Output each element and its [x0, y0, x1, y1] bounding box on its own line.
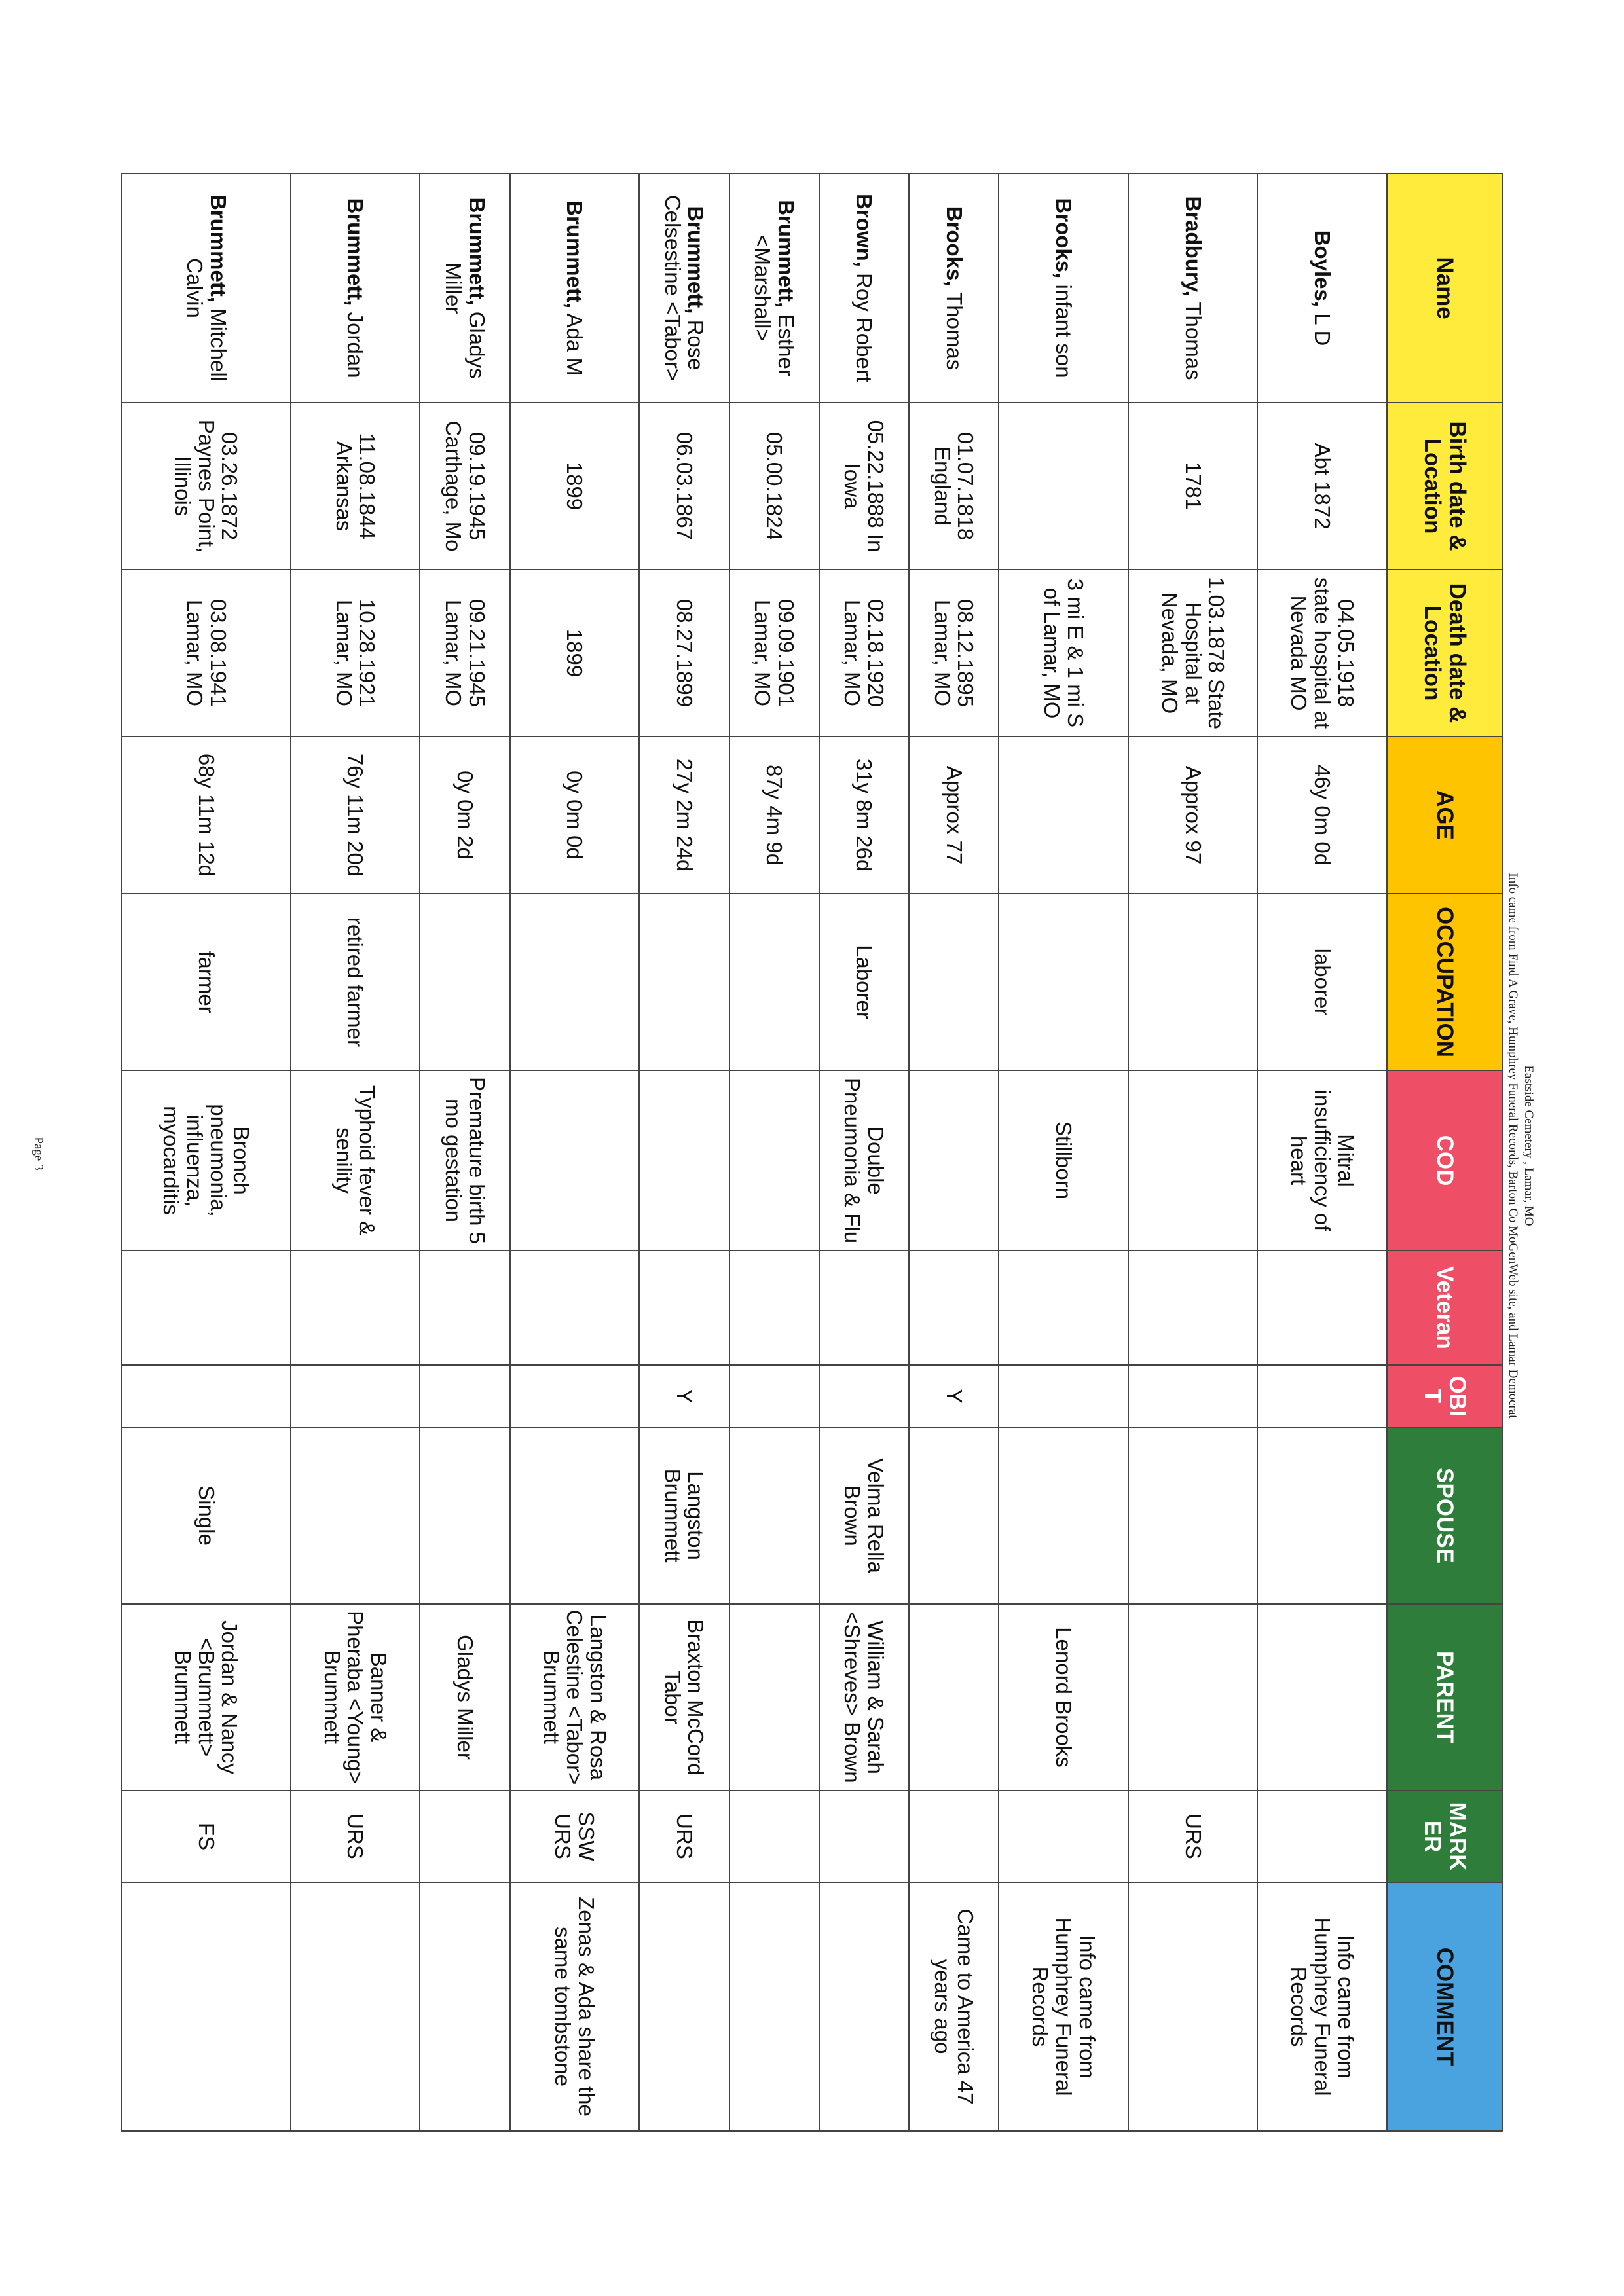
veteran-cell	[291, 1250, 420, 1365]
age-cell: 76y 11m 20d	[291, 737, 420, 894]
birth-cell: 05.00.1824	[729, 403, 819, 570]
death-cell: 03.08.1941 Lamar, MO	[122, 570, 291, 737]
given-name: Thomas	[942, 292, 967, 371]
cod-cell: Bronch pneumonia, influenza, myocarditis	[122, 1070, 291, 1250]
veteran-cell	[729, 1250, 819, 1365]
marker-cell: SSW URS	[510, 1791, 640, 1882]
birth-cell	[999, 403, 1128, 570]
col-header-parent: PARENT	[1387, 1604, 1502, 1791]
table-row	[420, 173, 509, 2131]
name-cell	[819, 173, 909, 403]
comment-cell	[122, 1882, 291, 2131]
marker-cell: FS	[122, 1791, 291, 1882]
col-header-occupation: OCCUPATION	[1387, 894, 1502, 1070]
veteran-cell	[1128, 1250, 1258, 1365]
marker-cell	[729, 1791, 819, 1882]
col-header-spouse: SPOUSE	[1387, 1427, 1502, 1604]
obit-cell	[1257, 1365, 1387, 1427]
marker-cell: URS	[291, 1791, 420, 1882]
parent-cell: Jordan & Nancy <Brummett> Brummett	[122, 1604, 291, 1791]
given-name: Jordan	[343, 312, 368, 378]
spouse-cell: Langston Brummett	[639, 1427, 729, 1604]
birth-cell: 06.03.1867	[639, 403, 729, 570]
surname: Brummett,	[343, 198, 368, 306]
table-body	[122, 173, 1387, 2131]
obit-cell	[999, 1365, 1128, 1427]
table-row	[122, 173, 291, 2131]
obit-cell	[510, 1365, 640, 1427]
name-cell	[510, 173, 640, 403]
age-cell: 46y 0m 0d	[1257, 737, 1387, 894]
cod-cell	[729, 1070, 819, 1250]
marker-cell	[420, 1791, 509, 1882]
given-name: Rose Celsestine <Tabor>	[660, 194, 709, 382]
surname: Brummett,	[206, 194, 231, 302]
spouse-cell	[1257, 1427, 1387, 1604]
marker-cell	[999, 1791, 1128, 1882]
occupation-cell	[420, 894, 509, 1070]
comment-cell	[291, 1882, 420, 2131]
parent-cell: Gladys Miller	[420, 1604, 509, 1791]
parent-cell	[729, 1604, 819, 1791]
table-row	[510, 173, 640, 2131]
cod-cell: Typhoid fever & senility	[291, 1070, 420, 1250]
birth-cell: 03.26.1872 Paynes Point, Illinois	[122, 403, 291, 570]
occupation-cell	[639, 894, 729, 1070]
cod-cell: Mitral insufficiency of heart	[1257, 1070, 1387, 1250]
death-cell: 10.28.1921 Lamar, MO	[291, 570, 420, 737]
obit-cell	[819, 1365, 909, 1427]
page-header	[1505, 873, 1536, 1418]
cod-cell: Stillborn	[999, 1070, 1128, 1250]
burial-table-wrapper	[121, 173, 1503, 2117]
surname: Brooks,	[1052, 198, 1077, 279]
birth-cell: 05.22.1888 In Iowa	[819, 403, 909, 570]
age-cell: 0y 0m 0d	[510, 737, 640, 894]
name-cell	[729, 173, 819, 403]
parent-cell	[909, 1604, 999, 1791]
parent-cell	[1257, 1604, 1387, 1791]
obit-cell	[420, 1365, 509, 1427]
age-cell: 87y 4m 9d	[729, 737, 819, 894]
cod-cell	[639, 1070, 729, 1250]
surname: Boyles,	[1310, 230, 1335, 308]
age-cell: Approx 77	[909, 737, 999, 894]
death-cell: 02.18.1920 Lamar, MO	[819, 570, 909, 737]
birth-cell: 1899	[510, 403, 640, 570]
death-cell: 1.03.1878 State Hospital at Nevada, MO	[1128, 570, 1258, 737]
name-cell	[909, 173, 999, 403]
table-row	[729, 173, 819, 2131]
comment-cell	[729, 1882, 819, 2131]
birth-cell: 01.07.1818 England	[909, 403, 999, 570]
comment-cell: Came to America 47 years ago	[909, 1882, 999, 2131]
col-header-age: AGE	[1387, 737, 1502, 894]
veteran-cell	[639, 1250, 729, 1365]
comment-cell: Info came from Humphrey Funeral Records	[999, 1882, 1128, 2131]
obit-cell: Y	[909, 1365, 999, 1427]
age-cell: 31y 8m 26d	[819, 737, 909, 894]
col-header-name: Name	[1387, 173, 1502, 403]
given-name: Ada M	[563, 313, 587, 376]
comment-cell	[420, 1882, 509, 2131]
comment-cell: Zenas & Ada share the same tombstone	[510, 1882, 640, 2131]
name-cell	[1257, 173, 1387, 403]
veteran-cell	[1257, 1250, 1387, 1365]
table-row	[1128, 173, 1258, 2131]
name-cell	[1128, 173, 1258, 403]
obit-cell	[291, 1365, 420, 1427]
marker-cell: URS	[1128, 1791, 1258, 1882]
given-name: L D	[1310, 313, 1335, 346]
spouse-cell	[510, 1427, 640, 1604]
cod-cell	[1128, 1070, 1258, 1250]
spouse-cell	[729, 1427, 819, 1604]
age-cell: 68y 11m 12d	[122, 737, 291, 894]
death-cell: 1899	[510, 570, 640, 737]
parent-cell: Banner & Pheraba <Young> Brummett	[291, 1604, 420, 1791]
birth-cell: 09.19.1945 Carthage, Mo	[420, 403, 509, 570]
birth-cell: 11.08.1844 Arkansas	[291, 403, 420, 570]
surname: Brooks,	[942, 206, 967, 287]
col-header-death: Death date & Location	[1387, 570, 1502, 737]
surname: Bradbury,	[1181, 196, 1206, 297]
death-cell: 09.21.1945 Lamar, MO	[420, 570, 509, 737]
age-cell	[999, 737, 1128, 894]
occupation-cell	[999, 894, 1128, 1070]
spouse-cell	[1128, 1427, 1258, 1604]
given-name: infant son	[1052, 284, 1077, 378]
cod-cell	[510, 1070, 640, 1250]
comment-cell	[639, 1882, 729, 2131]
occupation-cell	[909, 894, 999, 1070]
veteran-cell	[819, 1250, 909, 1365]
obit-cell	[729, 1365, 819, 1427]
marker-cell	[909, 1791, 999, 1882]
comment-cell	[1128, 1882, 1258, 2131]
name-cell	[420, 173, 509, 403]
given-name: Roy Robert	[852, 273, 877, 382]
age-cell: Approx 97	[1128, 737, 1258, 894]
veteran-cell	[909, 1250, 999, 1365]
occupation-cell: Laborer	[819, 894, 909, 1070]
table-row	[999, 173, 1128, 2131]
table-row	[639, 173, 729, 2131]
col-header-cod: COD	[1387, 1070, 1502, 1250]
surname: Brummett,	[773, 200, 798, 308]
occupation-cell	[1128, 894, 1258, 1070]
table-row	[291, 173, 420, 2131]
col-header-marker: MARKER	[1387, 1791, 1502, 1882]
death-cell: 04.05.1918 state hospital at Nevada MO	[1257, 570, 1387, 737]
name-cell	[999, 173, 1128, 403]
age-cell: 27y 2m 24d	[639, 737, 729, 894]
parent-cell	[1128, 1604, 1258, 1791]
marker-cell	[819, 1791, 909, 1882]
table-row	[1257, 173, 1387, 2131]
parent-cell: Braxton McCord Tabor	[639, 1604, 729, 1791]
given-name: Esther <Marshall>	[750, 234, 798, 376]
obit-cell	[122, 1365, 291, 1427]
comment-cell: Info came from Humphrey Funeral Records	[1257, 1882, 1387, 2131]
parent-cell: William & Sarah <Shreves> Brown	[819, 1604, 909, 1791]
cod-cell: Double Pneumonia & Flu	[819, 1070, 909, 1250]
death-cell: 3 mi E & 1 mi S of Lamar, MO	[999, 570, 1128, 737]
occupation-cell	[729, 894, 819, 1070]
parent-cell: Langston & Rosa Celestine <Tabor> Brummett	[510, 1604, 640, 1791]
veteran-cell	[510, 1250, 640, 1365]
spouse-cell: Single	[122, 1427, 291, 1604]
marker-cell	[1257, 1791, 1387, 1882]
surname: Brown,	[852, 194, 877, 267]
obit-cell: Y	[639, 1365, 729, 1427]
surname: Brummett,	[684, 206, 709, 314]
header-line-cemetery: Eastside Cemetery , Lamar, MO	[1522, 1065, 1536, 1226]
occupation-cell: laborer	[1257, 894, 1387, 1070]
burial-records-table	[121, 173, 1503, 2132]
surname: Brummett,	[464, 197, 489, 306]
cod-cell	[909, 1070, 999, 1250]
table-row	[909, 173, 999, 2131]
given-name: Gladys Miller	[441, 262, 489, 379]
veteran-cell	[122, 1250, 291, 1365]
death-cell: 08.27.1899	[639, 570, 729, 737]
spouse-cell	[291, 1427, 420, 1604]
marker-cell: URS	[639, 1791, 729, 1882]
col-header-obit: OBIT	[1387, 1365, 1502, 1427]
col-header-comment: COMMENT	[1387, 1882, 1502, 2131]
age-cell: 0y 0m 2d	[420, 737, 509, 894]
cod-cell: Premature birth 5 mo gestation	[420, 1070, 509, 1250]
given-name: Mitchell Calvin	[182, 258, 231, 382]
spouse-cell	[999, 1427, 1128, 1604]
name-cell	[291, 173, 420, 403]
parent-cell: Lenord Brooks	[999, 1604, 1128, 1791]
comment-cell	[819, 1882, 909, 2131]
surname: Brummett,	[563, 200, 587, 309]
birth-cell: Abt 1872	[1257, 403, 1387, 570]
spouse-cell	[909, 1427, 999, 1604]
page-number: Page 3	[31, 1137, 45, 1171]
spouse-cell	[420, 1427, 509, 1604]
given-name: Thomas	[1181, 302, 1206, 380]
header-row	[1387, 173, 1502, 2131]
occupation-cell	[510, 894, 640, 1070]
death-cell: 08.12.1895 Lamar, MO	[909, 570, 999, 737]
col-header-birth: Birth date & Location	[1387, 403, 1502, 570]
veteran-cell	[420, 1250, 509, 1365]
name-cell	[639, 173, 729, 403]
occupation-cell: farmer	[122, 894, 291, 1070]
col-header-veteran: Veteran	[1387, 1250, 1502, 1365]
obit-cell	[1128, 1365, 1258, 1427]
name-cell	[122, 173, 291, 403]
occupation-cell: retired farmer	[291, 894, 420, 1070]
veteran-cell	[999, 1250, 1128, 1365]
birth-cell: 1781	[1128, 403, 1258, 570]
spouse-cell: Velma Rella Brown	[819, 1427, 909, 1604]
death-cell: 09.09.1901 Lamar, MO	[729, 570, 819, 737]
header-line-sources: Info came from Find A Grave, Humphrey Funeral Records, Barton Co MoGenWeb site, and Lamar Democrat	[1506, 873, 1520, 1419]
table-row	[819, 173, 909, 2131]
